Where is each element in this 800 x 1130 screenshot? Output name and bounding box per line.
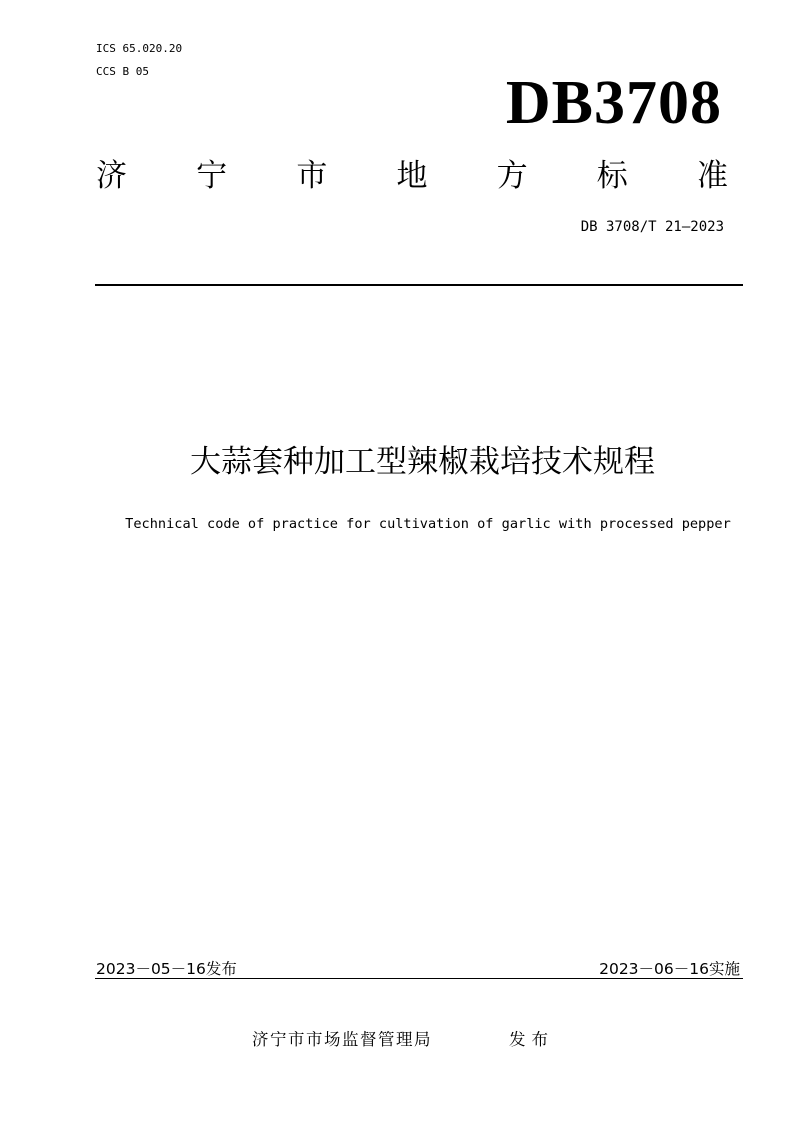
issue-label: 发布 <box>509 1030 554 1049</box>
footer-divider <box>95 978 743 979</box>
implement-date: 2023－06－16实施 <box>599 960 740 978</box>
standard-code: DB3708 <box>505 69 722 137</box>
document-title-cn: 大蒜套种加工型辣椒栽培技术规程 <box>190 444 655 480</box>
publish-date: 2023－05－16发布 <box>96 960 237 978</box>
standard-type-char: 地 <box>396 158 428 194</box>
standard-type-char: 宁 <box>196 158 228 194</box>
standard-type-heading <box>96 154 728 198</box>
issuing-authority: 济宁市市场监督管理局 <box>252 1030 432 1049</box>
standard-type-char: 市 <box>296 158 328 194</box>
standard-type-char: 准 <box>696 158 728 194</box>
ccs-code: CCS B 05 <box>96 65 149 78</box>
standard-type-char: 标 <box>596 158 628 194</box>
document-title-en: Technical code of practice for cultivation of garlic with processed pepper <box>125 516 731 532</box>
ics-code: ICS 65.020.20 <box>96 42 183 55</box>
header-divider <box>95 284 743 286</box>
standard-type-char: 方 <box>496 158 528 194</box>
standard-type-char: 济 <box>96 158 127 194</box>
standard-number: DB 3708/T 21—2023 <box>580 219 724 235</box>
